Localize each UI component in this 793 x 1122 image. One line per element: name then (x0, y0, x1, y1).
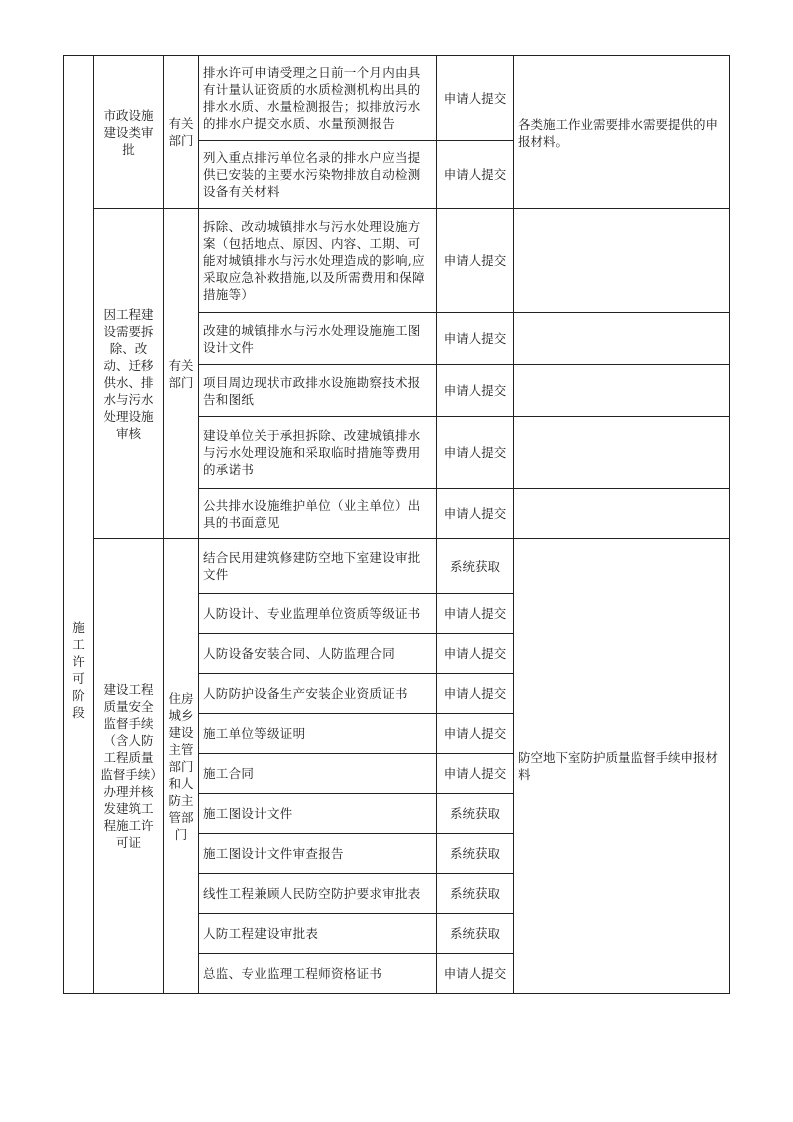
department: 有关部门 (164, 209, 199, 539)
material-text: 人防防护设备生产安装企业资质证书 (199, 674, 437, 714)
table-row (64, 539, 730, 594)
material-text: 人防设备安装合同、人防监理合同 (199, 634, 437, 674)
materials-table (63, 55, 730, 994)
material-text: 施工单位等级证明 (199, 714, 437, 754)
material-source: 申请人提交 (437, 954, 514, 994)
material-source: 申请人提交 (437, 417, 514, 489)
material-source: 申请人提交 (437, 209, 514, 313)
department: 有关部门 (164, 56, 199, 209)
material-source: 申请人提交 (437, 56, 514, 141)
material-text: 施工合同 (199, 754, 437, 794)
approval-name: 建设工程质量安全监督手续（含人防工程质量监督手续）办理并核发建筑工程施工许可证 (94, 539, 164, 994)
material-text: 建设单位关于承担拆除、改建城镇排水与污水处理设施和采取临时措施等费用的承诺书 (199, 417, 437, 489)
material-text: 排水许可申请受理之日前一个月内由具有计量认证资质的水质检测机构出具的排水水质、水量检测报告；拟排放污水的排水户提交水质、水量预测报告 (199, 56, 437, 141)
approval-name: 因工程建设需要拆除、改动、迁移供水、排水与污水处理设施审核 (94, 209, 164, 539)
material-text: 线性工程兼顾人民防空防护要求审批表 (199, 874, 437, 914)
material-source: 系统获取 (437, 874, 514, 914)
material-text: 项目周边现状市政排水设施勘察技术报告和图纸 (199, 365, 437, 417)
material-source: 申请人提交 (437, 634, 514, 674)
material-source: 申请人提交 (437, 594, 514, 634)
material-text: 拆除、改动城镇排水与污水处理设施方案（包括地点、原因、内容、工期、可能对城镇排水与污水处理造成的影响,应采取应急补救措施,以及所需费用和保障措施等） (199, 209, 437, 313)
material-source: 系统获取 (437, 834, 514, 874)
material-text: 改建的城镇排水与污水处理设施施工图设计文件 (199, 313, 437, 365)
material-text: 结合民用建筑修建防空地下室建设审批文件 (199, 539, 437, 594)
material-text: 总监、专业监理工程师资格证书 (199, 954, 437, 994)
material-source: 申请人提交 (437, 313, 514, 365)
material-text: 人防工程建设审批表 (199, 914, 437, 954)
note: 各类施工作业需要排水需要提供的申报材料。 (514, 56, 730, 209)
material-text: 列入重点排污单位名录的排水户应当提供已安装的主要水污染物排放自动检测设备有关材料 (199, 141, 437, 209)
material-source: 申请人提交 (437, 365, 514, 417)
material-source: 申请人提交 (437, 754, 514, 794)
material-source: 申请人提交 (437, 489, 514, 539)
material-source: 系统获取 (437, 539, 514, 594)
note (514, 209, 730, 313)
material-text: 施工图设计文件审查报告 (199, 834, 437, 874)
stage-cell: 施工许可阶段 (64, 56, 94, 994)
material-source: 申请人提交 (437, 141, 514, 209)
department: 住房城乡建设主管部门和人防主管部门 (164, 539, 199, 994)
approval-name: 市政设施建设类审批 (94, 56, 164, 209)
material-source: 申请人提交 (437, 714, 514, 754)
material-text: 施工图设计文件 (199, 794, 437, 834)
material-text: 公共排水设施维护单位（业主单位）出具的书面意见 (199, 489, 437, 539)
table-row (64, 209, 730, 313)
material-text: 人防设计、专业监理单位资质等级证书 (199, 594, 437, 634)
table-row (64, 56, 730, 141)
material-source: 申请人提交 (437, 674, 514, 714)
material-source: 系统获取 (437, 794, 514, 834)
note: 防空地下室防护质量监督手续申报材料 (514, 539, 730, 994)
material-source: 系统获取 (437, 914, 514, 954)
